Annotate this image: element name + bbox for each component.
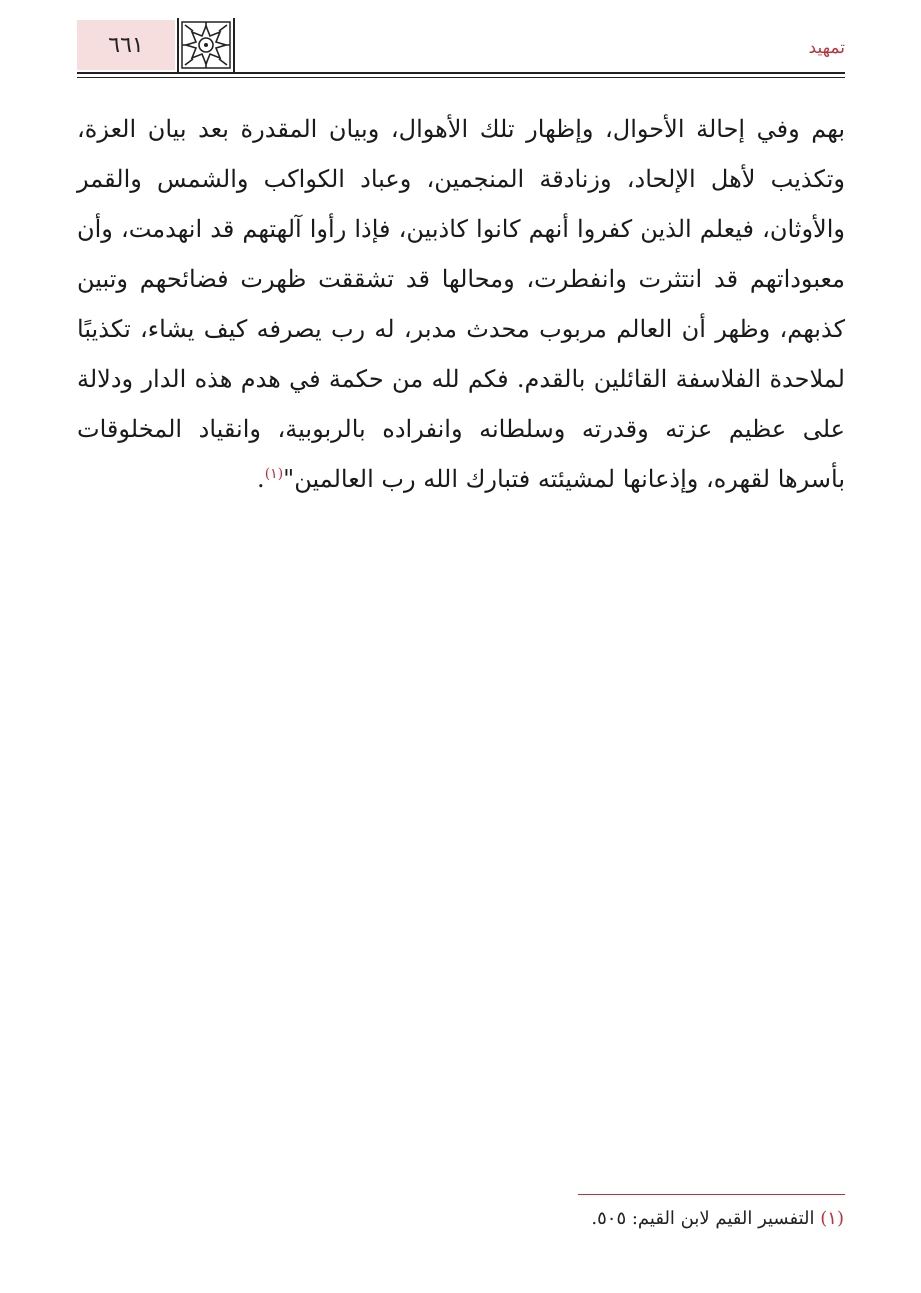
- footnote: [591, 1208, 844, 1229]
- footnote-reference[interactable]: (١): [264, 466, 284, 482]
- footnote-number: (١): [820, 1208, 844, 1229]
- paragraph-end: .: [257, 465, 265, 493]
- section-title: تمهيد: [808, 38, 845, 58]
- footnote-divider: [578, 1194, 845, 1195]
- star-ornament-icon: [181, 21, 231, 69]
- header-rule: [77, 72, 845, 74]
- paragraph-text: بهم وفي إحالة الأحوال، وإظهار تلك الأهوال، وبيان المقدرة بعد بيان العزة، وتكذيب لأهل الإلحاد، وزنادقة المنجمين، وعباد الكواكب والشمس والقمر والأوثان، فيعلم الذين كفروا أنهم كانوا كاذبين، فإذا رأوا آلهتهم قد انهدمت، وأن معبوداتهم قد انتثرت وانفطرت، ومحالها قد تشققت ظهرت فضائحهم وتبين كذبهم، وظهر أن العالم مربوب محدث مدبر، له رب يصرفه كيف يشاء، تكذيبًا لملاحدة الفلاسفة القائلين بالقدم. فكم لله من حكمة في هدم هذه الدار ودلالة على عظيم عزته وقدرته وسلطانه وانفراده بالربوبية، وانقياد المخلوقات بأسرها لقهره، وإذعانها لمشيئته فتبارك الله رب العالمين": [77, 115, 845, 493]
- page-number: ٦٦١: [77, 20, 175, 70]
- header-rule-thin: [77, 77, 845, 78]
- page-header: [77, 16, 845, 76]
- footnote-text: التفسير القيم لابن القيم: ٥٠٥.: [591, 1208, 815, 1229]
- body-paragraph: [77, 104, 845, 504]
- ornament-frame: [177, 18, 235, 72]
